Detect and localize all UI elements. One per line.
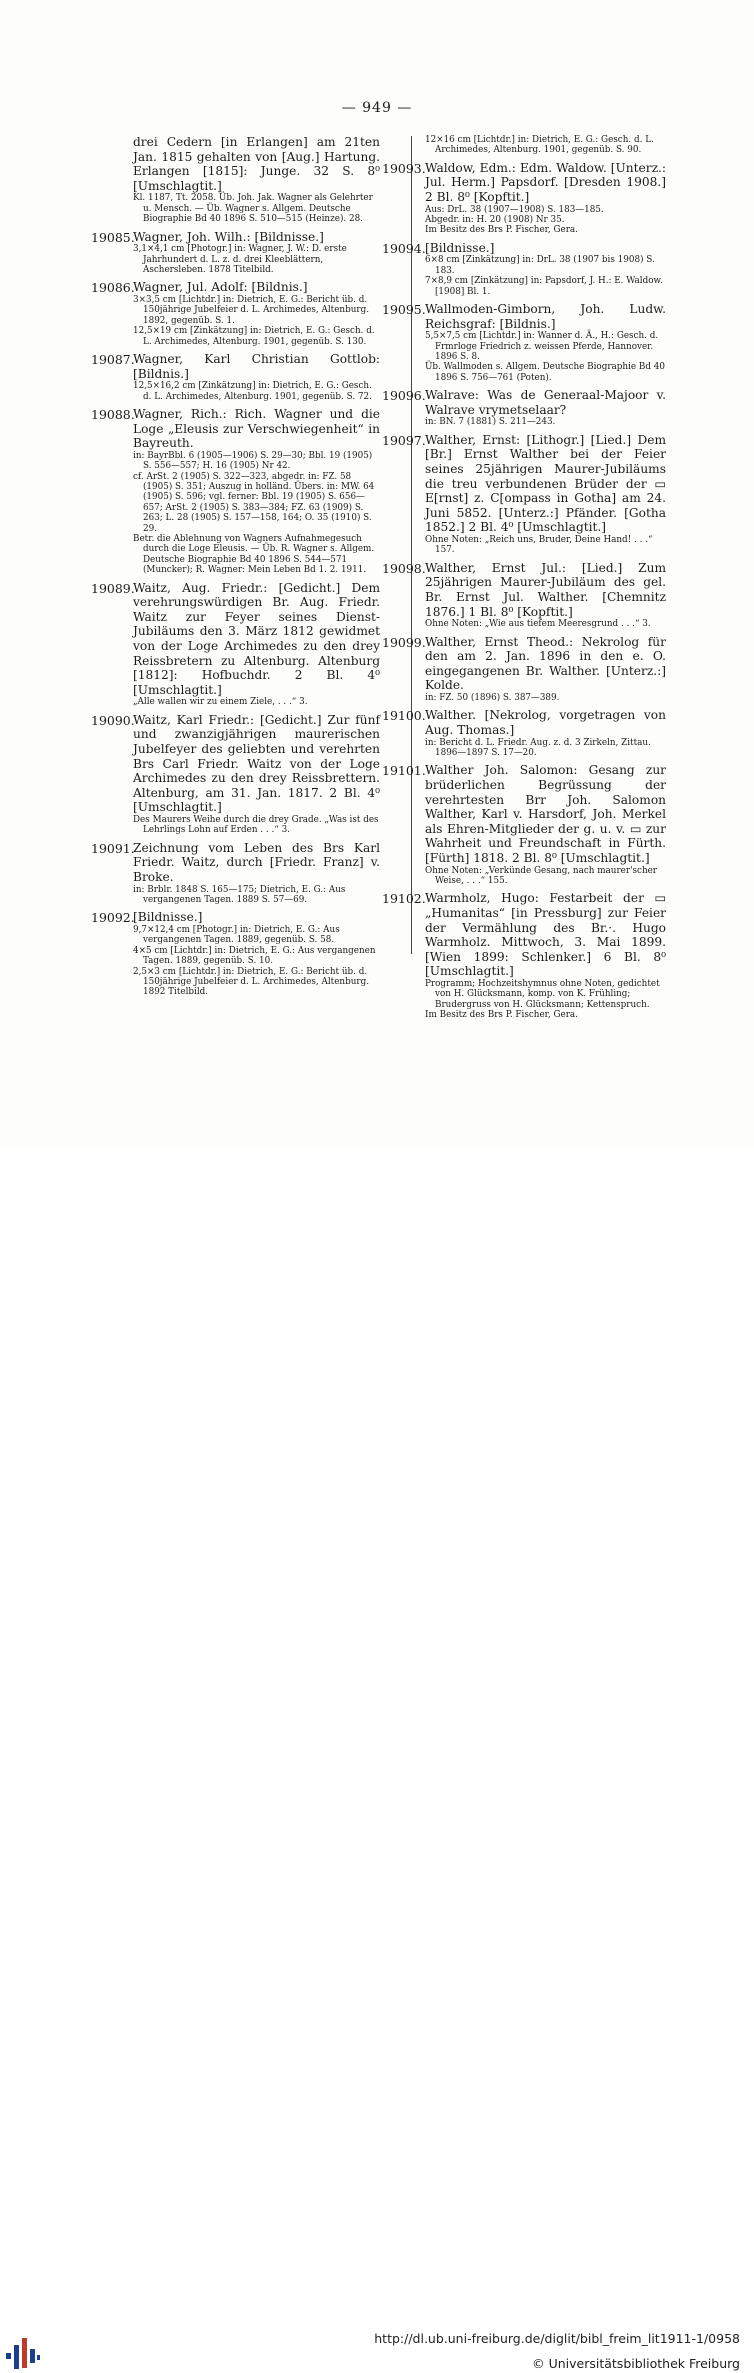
entry-title: Walther, Ernst Jul.: [Lied.] Zum 25jährigen Maurer-Jubiläum des gel. Br. Ernst Jul. Walther. [Chemnitz 1876.] 1 Bl. 8⁰ [Kopftit.] bbox=[425, 560, 666, 619]
entry-title: drei Cedern [in Erlangen] am 21ten Jan. 1815 gehalten von [Aug.] Hartung. Erlangen [1815]: Junge. 32 S. 8⁰ [Umschlagtit.] bbox=[133, 135, 380, 193]
entry-note: Im Besitz des Brs P. Fischer, Gera. bbox=[425, 1010, 578, 1021]
university-logo-icon bbox=[6, 2333, 40, 2373]
entry-title: Wagner, Rich.: Rich. Wagner und die Loge „Eleusis zur Verschwiegenheit“ in Bayreuth. bbox=[133, 407, 380, 451]
entry-note: 9,7×12,4 cm [Photogr.] in: Dietrich, E. G.: Aus vergangenen Tagen. 1889, gegenüb. S. 58. bbox=[133, 925, 340, 946]
page-url-link[interactable]: http://dl.ub.uni-freiburg.de/diglit/bibl_freim_lit1911-1/0958 bbox=[374, 2331, 740, 2346]
entry-title: Wagner, Jul. Adolf: [Bildnis.] bbox=[133, 280, 308, 295]
entry-note: Ohne Noten: „Wie aus tiefem Meeresgrund . . .“ 3. bbox=[425, 619, 651, 630]
entry-number: 19102. bbox=[382, 891, 426, 907]
bibliography-entry bbox=[91, 352, 380, 402]
entry-title: Waldow, Edm.: Edm. Waldow. [Unterz.: Jul. Herm.] Papsdorf. [Dresden 1908.] 2 Bl. 8⁰ [Kopftit.] bbox=[425, 160, 666, 204]
entry-note: in: Brblr. 1848 S. 165—175; Dietrich, E. G.: Aus vergangenen Tagen. 1889 S. 57—69. bbox=[133, 884, 346, 905]
entry-number: 19091. bbox=[91, 840, 135, 856]
entry-note: in: BN. 7 (1881) S. 211—243. bbox=[425, 417, 556, 428]
entry-number: 19089. bbox=[91, 580, 135, 596]
entry-number: 19088. bbox=[91, 407, 135, 423]
entry-note: 3,1×4,1 cm [Photogr.] in: Wagner, J. W.: D. erste Jahrhundert d. L. z. d. drei Kleeblättern, Aschersleben. 1878 Titelbild. bbox=[133, 244, 347, 275]
bibliography-entry bbox=[384, 891, 666, 1020]
bibliography-entry bbox=[384, 763, 666, 886]
entry-title: Wallmoden-Gimborn, Joh. Ludw. Reichsgraf: [Bildnis.] bbox=[425, 302, 666, 331]
page-number: — 949 — bbox=[341, 100, 413, 116]
entry-number: 19092. bbox=[91, 910, 135, 926]
scanned-page bbox=[0, 0, 754, 1150]
entry-number: 19097. bbox=[382, 432, 426, 448]
entry-note: cf. ArSt. 2 (1905) S. 322—323, abgedr. in: FZ. 58 (1905) S. 351; Auszug in holländ. Übers. in: MW. 64 (1905) S. 596; vgl. ferner: Bbl. 19 (1905) S. 656—657; ArSt. 2 (1905) S. 383—384; FZ. 63 (1909) S. 263; L. 28 (1905) S. 157—158, 164; O. 35 (1910) S. 29. bbox=[133, 471, 375, 534]
entry-note: „Alle wallen wir zu einem Ziele, . . .“ 3. bbox=[133, 697, 308, 708]
entry-number: 19085. bbox=[91, 229, 135, 245]
bibliography-entry bbox=[91, 229, 380, 276]
entry-title: [Bildnisse.] bbox=[425, 240, 495, 255]
entry-note: Programm; Hochzeitshymnus ohne Noten, gedichtet von H. Glücksmann, komp. von K. Frühling; Brudergruss von H. Glücksmann; Kettenspruch. bbox=[425, 978, 660, 1010]
entry-number: 19087. bbox=[91, 352, 135, 368]
entry-title: Walrave: Was de Generaal-Majoor v. Walrave vrymetselaar? bbox=[425, 388, 666, 417]
entry-note: Des Maurers Weihe durch die drey Grade. „Was ist des Lehrlings Lohn auf Erden . . .“ 3. bbox=[133, 815, 379, 836]
entry-number: 19093. bbox=[382, 160, 426, 176]
bibliography-entry bbox=[384, 635, 666, 704]
viewer-footer bbox=[0, 1150, 754, 2371]
entry-number: 19090. bbox=[91, 712, 135, 728]
entry-note: Kl. 1187, Tt. 2058. Üb. Joh. Jak. Wagner als Gelehrter u. Mensch. — Üb. Wagner s. Allgem. Deutsche Biographie Bd 40 1896 S. 510—515 (Heinze). 28. bbox=[133, 193, 373, 225]
bibliography-entry bbox=[384, 388, 666, 428]
entry-number: 19086. bbox=[91, 280, 135, 296]
bibliography-entry bbox=[91, 280, 380, 347]
entry-note: 7×8,9 cm [Zinkätzung] in: Papsdorf, J. H.: E. Waldow. [1908] Bl. 1. bbox=[425, 276, 663, 297]
entry-number: 19100. bbox=[382, 708, 426, 724]
bibliography-entry bbox=[91, 580, 380, 708]
entry-number: 19094. bbox=[382, 240, 426, 256]
entry-note: Abgedr. in: H. 20 (1908) Nr 35. bbox=[425, 215, 565, 225]
bibliography-entry bbox=[384, 433, 666, 556]
bibliography-entry bbox=[384, 561, 666, 630]
bibliography-entry bbox=[384, 135, 666, 156]
entry-number: 19099. bbox=[382, 634, 426, 650]
entry-note: 2,5×3 cm [Lichtdr.] in: Dietrich, E. G.: Bericht üb. d. 150jährige Jubelfeier d. L. Archimedes, Altenburg. 1892 Titelbild. bbox=[133, 966, 370, 998]
entry-title: Walther, Ernst: [Lithogr.] [Lied.] Dem [Br.] Ernst Walther bei der Feier seines 25jährigen Maurer-Jubiläums die treu verbundenen Brüder der ▭ E[rnst] z. C[ompass in Gotha] am 24. Juni 5852. [Unterz.:] Pfänder. [Gotha 1852.] 2 Bl. 4⁰ [Umschlagtit.] bbox=[425, 432, 666, 535]
entry-title: Waitz, Aug. Friedr.: [Gedicht.] Dem verehrungswürdigen Br. Aug. Friedr. Waitz zur Feyer seines Dienst-Jubiläums den 3. März 1812 gewidmet von der Loge Archimedes zu den drey Reissbretern zu Altenburg. Altenburg [1812]: Hofbuchdr. 2 Bl. 4⁰ [Umschlagtit.] bbox=[133, 580, 380, 697]
entry-title: Zeichnung vom Leben des Brs Karl Friedr. Waitz, durch [Friedr. Franz] v. Broke. bbox=[133, 840, 380, 884]
entry-note: in: Bericht d. L. Friedr. Aug. z. d. 3 Zirkeln, Zittau. 1896—1897 S. 17—20. bbox=[425, 737, 651, 758]
bibliography-entry bbox=[384, 302, 666, 383]
entry-note: 6×8 cm [Zinkätzung] in: DrL. 38 (1907 bis 1908) S. 183. bbox=[425, 255, 655, 276]
bibliography-entry bbox=[91, 910, 380, 998]
entry-title: [Bildnisse.] bbox=[133, 910, 203, 925]
entry-note: in: FZ. 50 (1896) S. 387—389. bbox=[425, 692, 560, 703]
entry-note: Aus: DrL. 38 (1907—1908) S. 183—185. bbox=[425, 204, 604, 215]
entry-number: 19098. bbox=[382, 560, 426, 576]
entry-note: Betr. die Ablehnung von Wagners Aufnahmegesuch durch die Loge Eleusis. — Üb. R. Wagner s. Allgem. Deutsche Biographie Bd 40 1896 S. 544—571 (Muncker); R. Wagner: Mein Leben Bd 1. 2. 1911. bbox=[133, 534, 375, 576]
bibliography-entry bbox=[91, 840, 380, 906]
bibliography-entry bbox=[384, 241, 666, 297]
entry-note: 12×16 cm [Lichtdr.] in: Dietrich, E. G.: Gesch. d. L. Archimedes, Altenburg. 1901, gegenüb. S. 90. bbox=[425, 135, 654, 156]
entry-note: Üb. Wallmoden s. Allgem. Deutsche Biographie Bd 40 1896 S. 756—761 (Poten). bbox=[425, 362, 666, 383]
entry-number: 19101. bbox=[382, 763, 426, 779]
entry-note: 4×5 cm [Lichtdr.] in: Dietrich, E. G.: Aus vergangenen Tagen. 1889, gegenüb. S. 10. bbox=[133, 945, 376, 967]
entry-note: Im Besitz des Brs P. Fischer, Gera. bbox=[425, 225, 578, 236]
entry-title: Walther. [Nekrolog, vorgetragen von Aug. Thomas.] bbox=[425, 708, 666, 737]
entry-note: Ohne Noten: „Verkündе Gesang, nach maurer'scher Weise, . . .“ 155. bbox=[425, 865, 658, 886]
bibliography-entry bbox=[91, 712, 380, 836]
left-column bbox=[91, 135, 380, 1003]
entry-title: Waitz, Karl Friedr.: [Gedicht.] Zur fünf und zwanzigjährigen maurerischen Jubelfeyer des geliebten und verehrten Brs Carl Friedr. Waitz von der Loge Archimedes zu den drey Reissbrettern. Altenburg, am 31. Jan. 1817. 2 Bl. 4⁰ [Umschlagtit.] bbox=[133, 712, 380, 815]
bibliography-entry bbox=[384, 708, 666, 758]
entry-note: 5,5×7,5 cm [Lichtdr.] in: Wanner d. Ä., H.: Gesch. d. Frmrloge Friedrich z. weissen Pferde, Hannover. 1896 S. 8. bbox=[425, 331, 659, 363]
entry-title: Walther Joh. Salomon: Gesang zur brüderlichen Begrüssung der verehrtesten Brr Joh. Salomon Walther, Karl v. Harsdorf, Joh. Merkel als Ehren-Mitglieder der g. u. v. ▭ zur Wahrheit und Freundschaft in Fürth. [Fürth] 1818. 2 Bl. 8⁰ [Umschlagtit.] bbox=[425, 763, 666, 865]
bibliography-entry bbox=[118, 135, 380, 225]
entry-number: 19095. bbox=[382, 302, 426, 318]
copyright-text: © Universitätsbibliothek Freiburg bbox=[532, 2356, 740, 2371]
entry-note: 3×3,5 cm [Lichtdr.] in: Dietrich, E. G.: Bericht üb. d. 150jährige Jubelfeier d. L. Archimedes, Altenburg. 1892, gegenüb. S. 1. bbox=[133, 295, 370, 326]
entry-title: Warmholz, Hugo: Festarbeit der ▭ „Humanitas“ [in Pressburg] zur Feier der Vermählung des Br.·. Hugo Warmholz. Mittwoch, 3. Mai 1899. [Wien 1899: Schlenker.] 6 Bl. 8⁰ [Umschlagtit.] bbox=[425, 891, 666, 979]
entry-title: Walther, Ernst Theod.: Nekrolog für den am 2. Jan. 1896 in den e. O. eingegangenen Br. Walther. [Unterz.:] Kolde. bbox=[425, 634, 666, 693]
entry-note: in: BayrBbl. 6 (1905—1906) S. 29—30; Bbl. 19 (1905) S. 556—557; H. 16 (1905) Nr 42. bbox=[133, 450, 373, 472]
entry-note: Ohne Noten: „Reich uns, Bruder, Deine Hand! . . .“ 157. bbox=[425, 535, 653, 556]
entry-title: Wagner, Joh. Wilh.: [Bildnisse.] bbox=[133, 229, 324, 244]
bibliography-entry bbox=[91, 407, 380, 576]
bibliography-entry bbox=[384, 161, 666, 236]
entry-note: 12,5×19 cm [Zinkätzung] in: Dietrich, E. G.: Gesch. d. L. Archimedes, Altenburg. 1901, gegenüb. S. 130. bbox=[133, 326, 375, 347]
entry-title: Wagner, Karl Christian Gottlob: [Bildnis.] bbox=[133, 352, 380, 381]
right-column bbox=[384, 135, 666, 1026]
entry-note: 12,5×16,2 cm [Zinkätzung] in: Dietrich, E. G.: Gesch. d. L. Archimedes, Altenburg. 1901, gegenüb. S. 72. bbox=[133, 381, 372, 402]
entry-number: 19096. bbox=[382, 388, 426, 404]
